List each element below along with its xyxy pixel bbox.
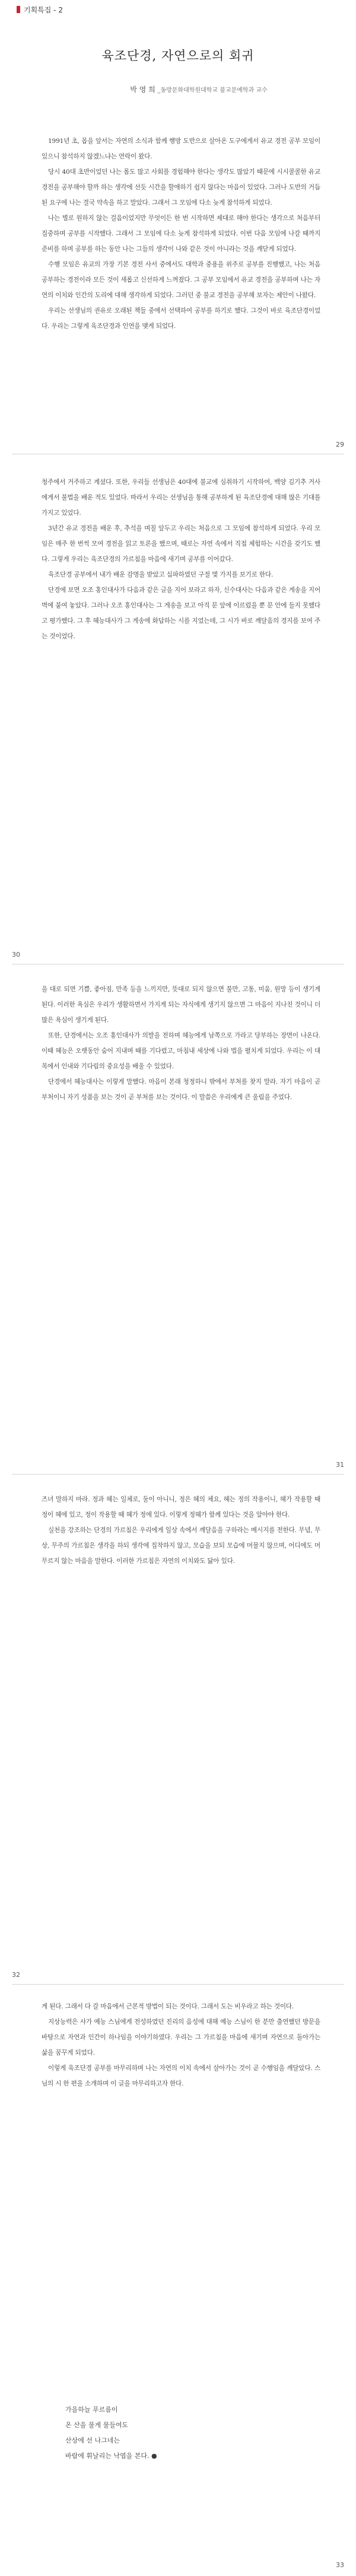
paragraph: 을 대로 되면 기쁨, 좋아짐, 만족 등을 느끼지만, 뜻대로 되지 않으면 불만, 고통, 미움, 원망 등이 생기게 된다. 이러한 욕심은 우리가 생활하면서 가지게 되는 자식에게 생기지 않으면 그 마음이 지나친 것이니 더 많은 욕심이 생기게 된다. [42, 986, 320, 1024]
page4-body [42, 1492, 320, 1883]
page3-body [42, 982, 320, 1373]
author-affiliation: _동방문화대학원대학교 불교문예학과 교수 [157, 87, 268, 94]
paragraph: 1991년 초, 몹을 앞서는 자연의 소식과 함께 행방 도반으로 살아온 도구에게서 유교 경전 공부 모임이 있으니 참석하지 않겠느냐는 연락이 왔다. [42, 138, 320, 160]
paragraph: 게 된다. 그래서 다 갈 마음에서 근본적 방법이 되는 것이다. 그래서 도는 비우라고 하는 것이다. [42, 2003, 294, 2010]
paragraph: 단경에서 혜능대사는 이렇게 말했다. 마음이 본래 청정하니 밖에서 부처를 찾지 말라. 자기 마음이 곧 부처이니 자기 성품을 보는 것이 곧 부처를 보는 것이다. 이 말씀은 우리에게 큰 울림을 주었다. [42, 1078, 320, 1101]
poem-line: 산상에 선 나그네는 [65, 2437, 120, 2444]
section-label-text: 기획특집 - 2 [24, 6, 63, 14]
author-name: 박 영 희 [130, 85, 155, 94]
poem-line: 가을하늘 푸르름이 [65, 2406, 118, 2413]
paragraph: 청주에서 거주하고 계셨다. 또한, 우리들 선생님은 40대에 불교에 심취하기 시작하여, 백양 김기추 거사에게서 불법을 배운 적도 있었다. 따라서 우리는 선생님을 통해 공부하게 된 육조단경에 대해 많은 기대를 가지고 있었다. [42, 479, 320, 517]
page-divider [12, 1984, 344, 1985]
page-number: 30 [12, 951, 20, 959]
poem-line: 온 산을 물게 물들여도 [65, 2421, 129, 2429]
paragraph: 나는 별로 원하지 않는 걸음이었지만 무엇이든 한 번 시작하면 제대로 해야 한다는 생각으로 처음부터 집중하며 공부를 시작했다. 그래서 그 모임에 다소 늦게 참석하게 되었다. 이번 다음 모임에 나갈 때까지 준비를 하며 공부를 하는 동안 나는 그들의 생각이 나와 같은 것이 아니라는 것을 깨닫게 되었다. [42, 215, 320, 253]
paragraph: 또한, 단경에서는 오조 홍인대사가 의발을 전하며 혜능에게 남쪽으로 가라고 당부하는 장면이 나온다. 이때 혜능은 오랫동안 숨어 지내며 때를 기다렸고, 마침내 세상에 나와 법을 펼치게 되었다. 우리는 이 대목에서 인내와 기다림의 중요성을 배울 수 있었다. [42, 1032, 320, 1070]
page-number: 32 [12, 1971, 20, 1979]
paragraph: 당시 40대 초반이었던 나는 몸도 많고 사회를 경험해야 한다는 생각도 많았기 때문에 시시콜콜한 유교 경전을 공부해야 할까 하는 생각에 선듯 시간을 할애하기 쉽지 않다는 마음이 있었다. 그러나 도반의 거듭된 요구에 나는 결국 약속을 하고 말았다. 그래서 그 모임에 다소 늦게 참석하게 되었다. [42, 168, 320, 206]
paragraph: 실천을 강조하는 단경의 가르침은 우리에게 일상 속에서 깨달음을 구하라는 메시지를 전한다. 무념, 무상, 무주의 가르침은 생각을 하되 생각에 집착하지 않고, 모습을 보되 모습에 머물지 않으며, 어디에도 머무르지 않는 마음을 말한다. 이러한 가르침은 자연의 이치와도 닮아 있다. [42, 1527, 320, 1565]
section-label [17, 5, 63, 15]
page-divider [12, 1474, 344, 1475]
page-number: 29 [336, 441, 344, 448]
paragraph: 단경에 보면 오조 홍인대사가 다음과 같은 글을 지어 보라고 하자, 신수대사는 다음과 같은 게송을 지어 벽에 붙여 놓았다. 그러나 오조 홍인대사는 그 게송을 보고 아직 문 앞에 이르렀을 뿐 문 안에 들지 못했다고 평가했다. 그 후 혜능대사가 그 게송에 화답하는 시를 지었는데, 그 시가 바로 깨달음의 경지를 보여 주는 것이었다. [42, 587, 320, 640]
poem-line: 바람에 휘날리는 낙엽을 본다. ● [65, 2452, 157, 2460]
paragraph: 육조단경 공부에서 내가 배운 감명을 받았고 십파하였던 구절 몇 가지를 보기로 한다. [48, 571, 274, 578]
author-byline [101, 84, 297, 94]
page2-body [42, 475, 320, 866]
page-number: 33 [336, 2561, 344, 2569]
closing-poem [65, 2402, 303, 2464]
paragraph: 지상능력은 사가 예능 스님에게 전성하였던 진리의 음성에 대해 예능 스님이 한 분만 출연했던 방문을 바탕으로 자연과 인간이 하나임을 이야기하였다. 우리는 그 가르침을 마음에 새기며 자연으로 돌아가는 삶을 꿈꾸게 되었다. [42, 2018, 320, 2056]
page5-body [42, 1999, 320, 2367]
paragraph: 수행 모임은 유교의 가장 기본 경전 사서 중에서도 대학과 중용을 위주로 공부를 진행했고, 나는 처음 공부하는 경전이라 모든 것이 새롭고 신선하게 느껴졌다. 그 공부 모임에서 유교 경전을 공부하며 나는 자연의 이치와 인간의 도리에 대해 생각하게 되었다. 그러던 중 불교 경전을 공부해 보자는 제안이 나왔다. [42, 261, 320, 299]
article-title: 육조단경, 자연으로의 회귀 [101, 49, 255, 63]
page-number: 31 [336, 1461, 344, 1469]
paragraph: 즈녀 말하지 마라. 정과 혜는 일체로, 둘이 아니니, 정은 혜의 체요, 혜는 정의 작용이니, 혜가 작용할 때 정이 혜에 있고, 정이 작용할 때 혜가 정에 있다. 이렇게 정혜가 함께 있다는 것을 알아야 한다. [42, 1496, 320, 1518]
section-marker-icon [17, 6, 20, 13]
page1-body [42, 133, 320, 383]
paragraph: 이렇게 육조단경 공부를 마무리하며 나는 자연의 이치 속에서 살아가는 것이 곧 수행임을 깨달았다. 스님의 시 한 편을 소개하며 이 글을 마무리하고자 한다. [42, 2065, 320, 2087]
paragraph: 우리는 선생님의 권유로 오래된 책들 중에서 선택하여 공부를 하기로 했다. 그것이 바로 육조단경이었다. 우리는 그렇게 육조단경과 인연을 맺게 되었다. [42, 307, 320, 330]
paragraph: 3년간 유교 경전을 배운 후, 추석을 며칠 앞두고 우리는 처음으로 그 모임에 참석하게 되었다. 우리 모임은 매주 한 번씩 모여 경전을 읽고 토론을 했으며, 때로는 자연 속에서 직접 체험하는 시간을 갖기도 했다. 그렇게 우리는 육조단경의 가르침을 마음에 새기며 공부를 이어갔다. [42, 525, 320, 563]
